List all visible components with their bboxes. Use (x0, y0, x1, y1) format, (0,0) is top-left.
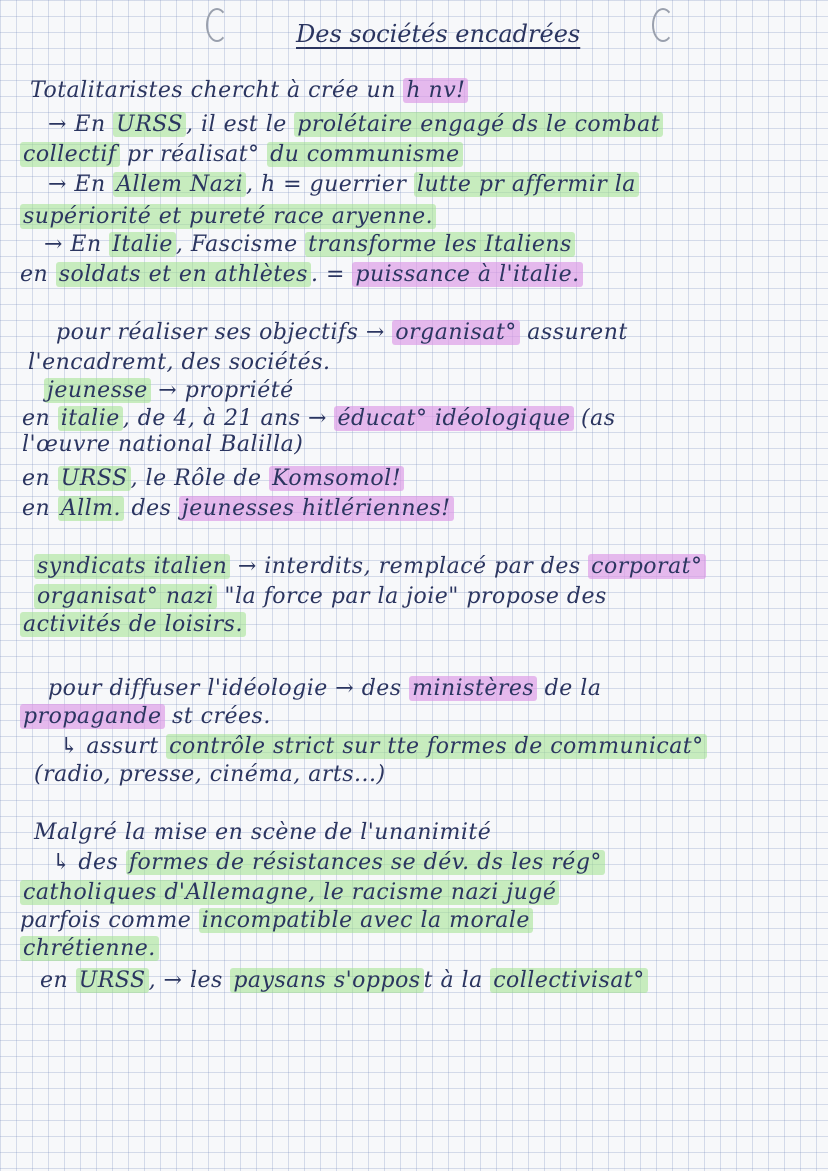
note-text: → En (48, 172, 114, 197)
highlight-green: activités de loisirs. (20, 612, 246, 637)
note-line (20, 704, 271, 729)
binder-hole-left (206, 8, 228, 42)
highlight-pink: corporat° (588, 554, 705, 579)
highlight-green: URSS (76, 968, 149, 993)
note-text: (as (573, 406, 616, 431)
highlight-pink: propagande (20, 704, 165, 729)
note-text: . = (310, 262, 353, 287)
note-text: Totalitaristes cherch (30, 78, 271, 103)
note-line (48, 112, 663, 137)
highlight-green: jeunesse (44, 378, 151, 403)
note-text: , h = guerrier (245, 172, 414, 197)
highlight-green: Allm. (58, 496, 124, 521)
note-line (34, 762, 386, 787)
note-line (22, 496, 454, 521)
note-line (28, 350, 330, 375)
note-text: ↳ assur (60, 734, 150, 759)
note-text: t (270, 78, 280, 103)
note-text: → interdits, remplacé par des (230, 554, 589, 579)
note-text: l'œuvre national Balilla) (22, 432, 304, 457)
note-line (22, 432, 303, 457)
note-line (56, 320, 628, 345)
note-text: en (20, 262, 56, 287)
highlight-green: soldats et en athlètes (56, 262, 311, 287)
note-text: → propriété (150, 378, 294, 403)
note-line (20, 142, 463, 167)
highlight-green: supériorité et pureté race aryenne. (20, 204, 436, 229)
note-line (22, 406, 616, 431)
note-text: s (164, 704, 184, 729)
note-line (20, 612, 246, 637)
note-line (20, 936, 159, 961)
note-text: des (124, 496, 179, 521)
highlight-green: collectivisat° (490, 968, 648, 993)
note-text: Malgré la mise en scène de l'unanimité (34, 820, 492, 845)
highlight-green: formes de résistances se dév. ds les rég° (126, 850, 605, 875)
highlight-pink: ministères (409, 676, 537, 701)
highlight-green: prolétaire engagé ds le combat (294, 112, 663, 137)
note-text: en (40, 968, 76, 993)
note-text: , il est le (186, 112, 295, 137)
highlight-pink: jeunesses hitlériennes! (179, 496, 454, 521)
note-line (40, 968, 648, 993)
note-text: "la force par la joie" propose des (216, 584, 607, 609)
highlight-green: paysans s'oppos (230, 968, 423, 993)
note-text: t (423, 968, 433, 993)
note-text: pr réalisat° (119, 142, 268, 167)
highlight-green: Italie (109, 232, 176, 257)
note-line (60, 734, 707, 759)
highlight-green: Allem Nazi (113, 172, 246, 197)
note-line (34, 584, 607, 609)
page-title: Des sociétés encadrées (296, 20, 581, 48)
note-text: , → les (148, 968, 231, 993)
note-text: ↳ des (52, 850, 126, 875)
highlight-green: URSS (113, 112, 186, 137)
note-line (20, 204, 436, 229)
note-line (44, 378, 294, 403)
highlight-pink: organisat° (392, 320, 519, 345)
note-text: (radio, presse, cinéma, arts...) (34, 762, 386, 787)
highlight-green: lutte pr affermir la (414, 172, 639, 197)
note-text: assurent (519, 320, 628, 345)
highlight-green: transforme les Italiens (305, 232, 575, 257)
note-text: en (22, 466, 58, 491)
note-text: l'encadrem (28, 350, 158, 375)
highlight-pink: puissance à l'italie. (352, 262, 582, 287)
highlight-pink: h nv! (403, 78, 468, 103)
note-text: , Fascisme (175, 232, 306, 257)
note-line (22, 466, 404, 491)
highlight-green: URSS (58, 466, 131, 491)
note-line (34, 820, 491, 845)
note-text: t (149, 734, 159, 759)
note-line (48, 172, 639, 197)
note-text: , de 4, à 21 ans → (122, 406, 335, 431)
note-text: de la (537, 676, 602, 701)
note-text: à crée un (279, 78, 404, 103)
note-line (20, 908, 533, 933)
note-line (34, 554, 706, 579)
highlight-green: chrétienne. (20, 936, 159, 961)
highlight-green: italie (58, 406, 123, 431)
note-text: crées. (193, 704, 271, 729)
note-text: à la (432, 968, 491, 993)
note-text: pour diffuser l'idéologie → des (48, 676, 410, 701)
note-line (20, 262, 583, 287)
highlight-green: du communisme (267, 142, 463, 167)
note-text: → En (48, 112, 114, 137)
note-text: t (183, 704, 194, 729)
highlight-green: incompatible avec la morale (199, 908, 533, 933)
highlight-green: catholiques d'Allemagne, le racisme nazi jugé (20, 880, 559, 905)
note-line (48, 676, 601, 701)
highlight-pink: Komsomol! (269, 466, 404, 491)
note-text: → En (44, 232, 110, 257)
highlight-green: organisat° nazi (34, 584, 217, 609)
highlight-green: collectif (20, 142, 120, 167)
note-line (30, 78, 468, 103)
note-text: en (22, 406, 58, 431)
note-line (20, 880, 559, 905)
highlight-green: syndicats italien (34, 554, 230, 579)
highlight-pink: éducat° idéologique (334, 406, 573, 431)
note-text: pour réaliser ses objectifs → (56, 320, 393, 345)
note-text: , des sociétés. (166, 350, 331, 375)
binder-hole-right (652, 8, 674, 42)
highlight-green: contrôle strict sur tte formes de communicat° (166, 734, 707, 759)
note-text: parfois comme (20, 908, 199, 933)
note-text: en (22, 496, 58, 521)
note-text: t (157, 350, 167, 375)
note-text: , le Rôle de (130, 466, 270, 491)
note-line (52, 850, 605, 875)
note-line (44, 232, 575, 257)
